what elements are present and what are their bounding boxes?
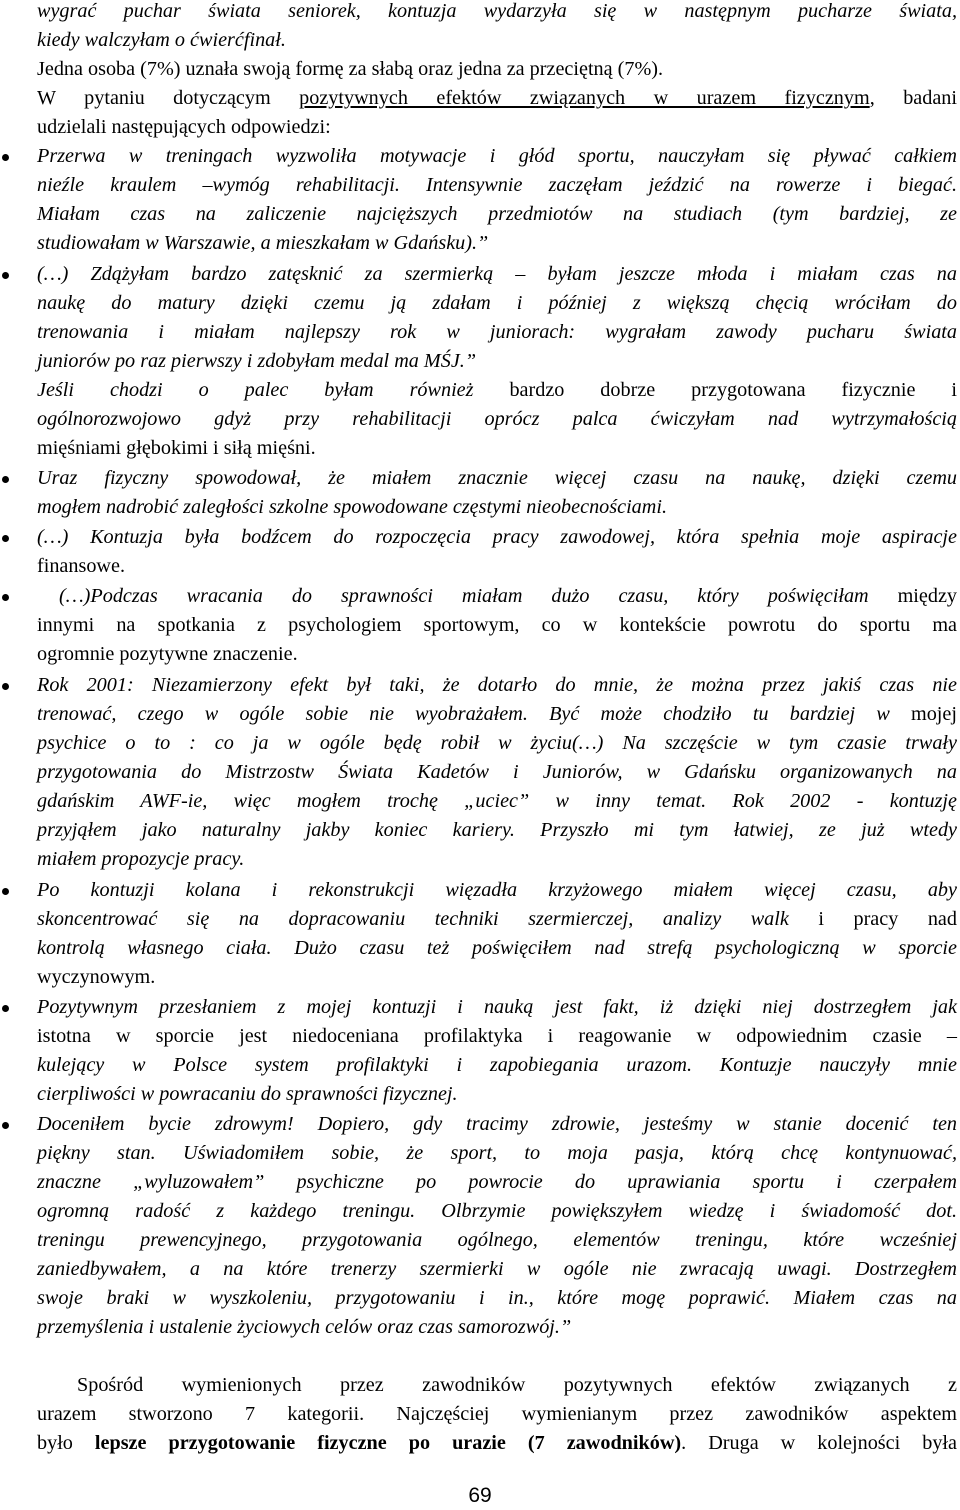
text-run: było bbox=[37, 1432, 95, 1454]
quote-line bbox=[37, 905, 957, 934]
quote-line: znaczne „wyluzowałem” psychiczne po powrocie do uprawiania sportu i czerpałem bbox=[37, 1171, 957, 1193]
bullet-icon bbox=[2, 154, 9, 161]
quote-line: mięśniami głębokimi i siłą mięśni. bbox=[37, 437, 316, 459]
quote-line: (…) Zdążyłam bardzo zatęsknić za szermierką – byłam jeszcze młoda i miałam czas na bbox=[37, 263, 957, 285]
quote-line: istotna w sporcie jest niedoceniana profilaktyka i reagowanie w odpowiednim czasie – bbox=[37, 1025, 957, 1047]
quote-line: kulejący w Polsce system profilaktyki i zapobiegania urazom. Kontuzje nauczyły mnie bbox=[37, 1054, 957, 1076]
quote-line: mogłem nadrobić zaległości szkolne spowodowane częstymi nieobecnościami. bbox=[37, 496, 668, 518]
text-run: (…)Podczas wracania do sprawności miałam dużo czasu, który poświęciłam bbox=[59, 585, 869, 607]
bold-phrase: lepsze przygotowanie fizyczne po urazie (7 zawodników) bbox=[94, 1432, 682, 1454]
quote-line: Przerwa w treningach wyzwoliła motywacje i głód sportu, nauczyłam się pływać całkiem bbox=[37, 145, 957, 167]
text-run: i pracy nad bbox=[788, 908, 957, 930]
text-run: W pytaniu dotyczącym bbox=[37, 87, 300, 109]
paragraph-line: Jedna osoba (7%) uznała swoją formę za słabą oraz jedna za przeciętną (7%). bbox=[37, 58, 664, 80]
bullet-icon bbox=[2, 1122, 9, 1129]
quote-line: trenowania i miałam najlepszy rok w juniorach: wygrałam zawody pucharu świata bbox=[37, 321, 957, 343]
quote-line: Pozytywnym przesłaniem z mojej kontuzji i nauką jest fakt, iż dzięki niej dostrzegłem jak bbox=[37, 996, 957, 1018]
quote-line: psychice o to : co ja w ogóle będę robił w życiu(…) Na szczęście w tym czasie trwały bbox=[37, 732, 957, 754]
paragraph-line: Spośród wymienionych przez zawodników pozytywnych efektów związanych z bbox=[77, 1374, 957, 1396]
paragraph-line bbox=[37, 1429, 957, 1458]
text-run: , badani bbox=[869, 87, 958, 109]
text-run: między bbox=[868, 585, 957, 607]
quote-line: ogromną radość z każdego treningu. Olbrzymie powiększyłem wiedzę i świadomość dot. bbox=[37, 1200, 957, 1222]
quote-line: kontrolą własnego ciała. Dużo czasu też poświęciłem nad strefą psychologiczną w sporcie bbox=[37, 937, 957, 959]
quote-line: finansowe. bbox=[37, 555, 126, 577]
paragraph-line: udzielali następujących odpowiedzi: bbox=[37, 116, 331, 138]
quote-line: swoje braki w wyszkoleniu, przygotowaniu i in., które mogę poprawić. Miałem czas na bbox=[37, 1287, 957, 1309]
quote-line: Uraz fizyczny spowodował, że miałem znacznie więcej czasu na naukę, dzięki czemu bbox=[37, 467, 957, 489]
text-run: skoncentrować się na dopracowaniu techniki szermierczej, analizy walk bbox=[37, 908, 789, 930]
quote-line: Doceniłem bycie zdrowym! Dopiero, gdy tracimy zdrowie, jesteśmy w stanie docenić ten bbox=[37, 1113, 957, 1135]
text-run: Jeśli chodzi o palec byłam również bbox=[37, 379, 474, 401]
paragraph-line: urazem stworzono 7 kategorii. Najczęściej wymienianym przez zawodników aspektem bbox=[37, 1403, 957, 1425]
quote-line: przygotowania do Mistrzostw Świata Kadetów i Juniorów, w Gdańsku organizowanych na bbox=[37, 761, 957, 783]
bullet-icon bbox=[2, 535, 9, 542]
text-run: . Druga w kolejności była bbox=[681, 1432, 958, 1454]
quote-line: Miałam czas na zaliczenie najcięższych przedmiotów na studiach (tym bardziej, ze bbox=[37, 203, 957, 225]
quote-line: gdańskim AWF-ie, więc mogłem trochę „uciec” w inny temat. Rok 2002 - kontuzję bbox=[37, 790, 957, 812]
quote-line: ogólnorozwojowo gdyż przy rehabilitacji oprócz palca ćwiczyłam nad wytrzymałością bbox=[37, 408, 957, 430]
quote-line: przemyślenia i ustalenie życiowych celów oraz czas samorozwój.” bbox=[37, 1316, 572, 1338]
quote-line: miałem propozycje pracy. bbox=[37, 848, 245, 870]
quote-line: ogromnie pozytywne znaczenie. bbox=[37, 643, 298, 665]
paragraph-line: wygrać puchar świata seniorek, kontuzja wydarzyła się w następnym pucharze świata, bbox=[37, 0, 957, 22]
bullet-icon bbox=[2, 594, 9, 601]
quote-line: studiowałam w Warszawie, a mieszkałam w Gdańsku).” bbox=[37, 232, 489, 254]
page-number: 69 bbox=[468, 1484, 492, 1507]
quote-line: naukę do matury dzięki czemu ją zdałam i później z większą chęcią wróciłam do bbox=[37, 292, 957, 314]
quote-line: nieźle kraulem –wymóg rehabilitacji. Intensywnie zaczęłam jeździć na rowerze i biegać. bbox=[37, 174, 957, 196]
quote-line bbox=[37, 700, 957, 729]
quote-line bbox=[37, 376, 957, 405]
quote-line: piękny stan. Uświadomiłem sobie, że sport, to moja pasja, którą chcę kontynuować, bbox=[37, 1142, 957, 1164]
quote-line: Po kontuzji kolana i rekonstrukcji więzadła krzyżowego miałem więcej czasu, aby bbox=[37, 879, 957, 901]
bullet-icon bbox=[2, 272, 9, 279]
quote-line bbox=[37, 582, 957, 611]
quote-line: wyczynowym. bbox=[37, 966, 156, 988]
quote-line: Rok 2001: Niezamierzony efekt był taki, że dotarło do mnie, że można przez jakiś czas nie bbox=[37, 674, 957, 696]
quote-line: zaniedbywałem, a na które trenerzy szermierki w ogóle nie zwracają uwagi. Dostrzegłem bbox=[37, 1258, 957, 1280]
quote-line: przyjąłem jako naturalny jakby koniec kariery. Przyszło mi tym łatwiej, ze już wtedy bbox=[37, 819, 957, 841]
bullet-icon bbox=[2, 476, 9, 483]
quote-line: cierpliwości w powracaniu do sprawności fizycznej. bbox=[37, 1083, 458, 1105]
bullet-icon bbox=[2, 888, 9, 895]
paragraph-line: kiedy walczyłam o ćwierćfinał. bbox=[37, 29, 286, 51]
quote-line: juniorów po raz pierwszy i zdobyłam medal ma MŚJ.” bbox=[37, 350, 477, 372]
quote-line: treningu prewencyjnego, przygotowania ogólnego, elementów treningu, które wcześniej bbox=[37, 1229, 957, 1251]
text-run: bardzo dobrze przygotowana fizycznie i bbox=[473, 379, 957, 401]
text-run: mojej bbox=[889, 703, 957, 725]
paragraph-line bbox=[37, 84, 957, 113]
quote-line: (…) Kontuzja była bodźcem do rozpoczęcia pracy zawodowej, która spełnia moje aspiracje bbox=[37, 526, 957, 548]
bullet-icon bbox=[2, 683, 9, 690]
bullet-icon bbox=[2, 1005, 9, 1012]
underlined-phrase: pozytywnych efektów związanych w urazem fizycznym bbox=[299, 87, 870, 109]
quote-line: innymi na spotkania z psychologiem sportowym, co w kontekście powrotu do sportu ma bbox=[37, 614, 957, 636]
text-run: trenować, czego w ogóle sobie nie wyobrażałem. Być może chodziło tu bardziej w bbox=[37, 703, 890, 725]
